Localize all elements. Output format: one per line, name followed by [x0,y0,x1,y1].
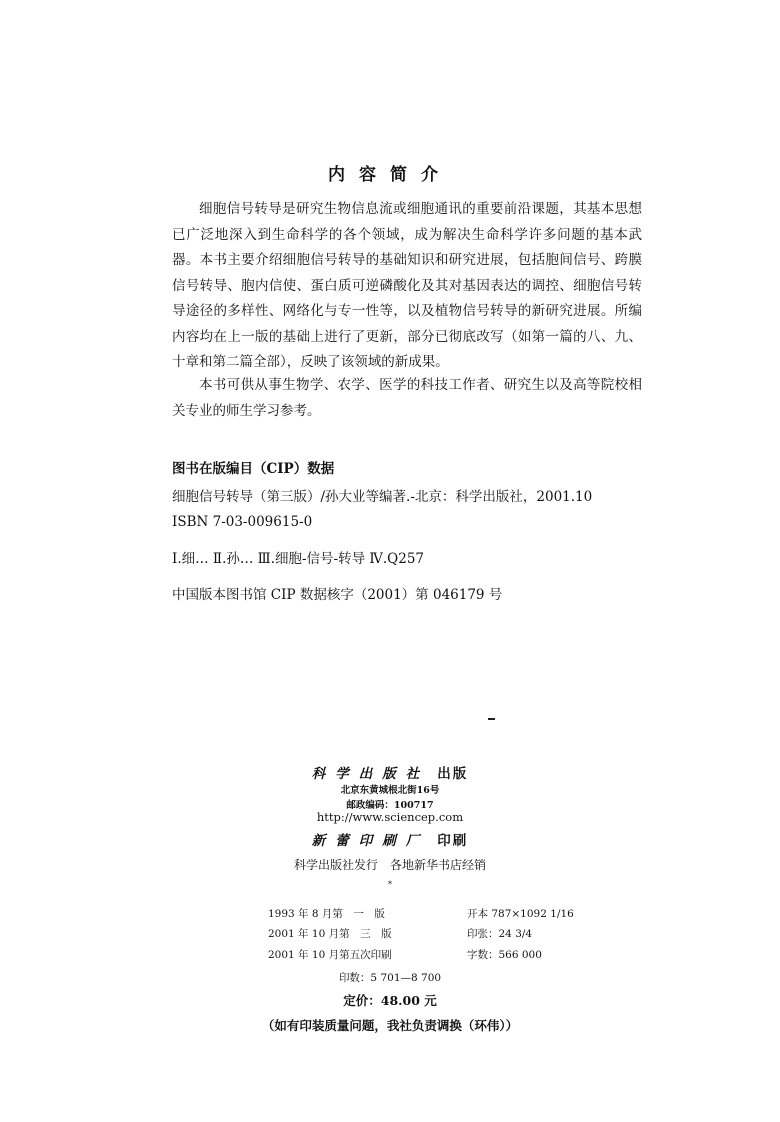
summary-title: 内容简介 [328,165,452,185]
publisher-url: http://www.sciencep.com [316,810,464,824]
edition-line: 2001 年 10 月第 三 版 [268,928,392,940]
edition-line: 1993 年 8 月第 一 版 [268,908,385,920]
summary-paragraph-1: 细胞信号转导是研究生物信息流或细胞通讯的重要前沿课题，其基本思想已广泛地深入到生命科学的各个领域，成为解决生命科学许多问题的基本武器。本书主要介绍细胞信号转导的基础知识和研究进展，包括胞间信号、跨膜信号转导、胞内信使、蛋白质可逆磷酸化及其对基因表达的调控、细胞信号转导途径的多样性、网络化与专一性等，以及植物信号转导的新研究进展。所编内容均在上一版的基础上进行了更新，部分已彻底改写（如第一篇的八、九、十章和第二篇全部），反映了该领域的新成果。 [172,201,642,370]
cip-heading: 图书在版编目（CIP）数据 [172,461,335,477]
distribution-line: 科学出版社发行 各地新华书店经销 [293,858,486,872]
price: 定价：48.00 元 [343,993,437,1008]
edition-line: 2001 年 10 月第五次印刷 [268,949,392,961]
publisher-postcode: 邮政编码：100717 [346,800,434,811]
publisher-line [0,762,780,782]
printer-name: 新蕾印刷厂 [311,833,430,849]
publish-action: 出版 [437,766,469,782]
print-action: 印刷 [437,833,469,849]
spec-sheets: 印张：24 3/4 [467,928,533,940]
cip-data-number: 中国版本图书馆 CIP 数据核字（2001）第 046179 号 [172,587,503,603]
cip-record-line: 细胞信号转导（第三版）/孙大业等编著.-北京：科学出版社，2001.10 [172,489,593,505]
cip-isbn: ISBN 7-03-009615-0 [172,514,313,530]
publisher-address: 北京东黄城根北街16号 [340,785,440,796]
cip-classification: Ⅰ.细… Ⅱ.孙… Ⅲ.细胞-信号-转导 Ⅳ.Q257 [172,551,425,567]
spec-word-count: 字数：566 000 [467,949,542,961]
publisher-name: 科学出版社 [311,766,430,782]
spec-format: 开本 787×1092 1/16 [467,908,574,920]
summary-paragraph-2: 本书可供从事生物学、农学、医学的科技工作者、研究生以及高等院校相关专业的师生学习参考。 [172,377,642,419]
divider-mark [488,718,495,720]
printer-line [0,829,780,849]
separator-star: * [388,880,392,889]
print-copies: 印数：5 701—8 700 [338,972,442,984]
quality-notice: （如有印装质量问题，我社负责调换（环伟）） [261,1018,519,1033]
